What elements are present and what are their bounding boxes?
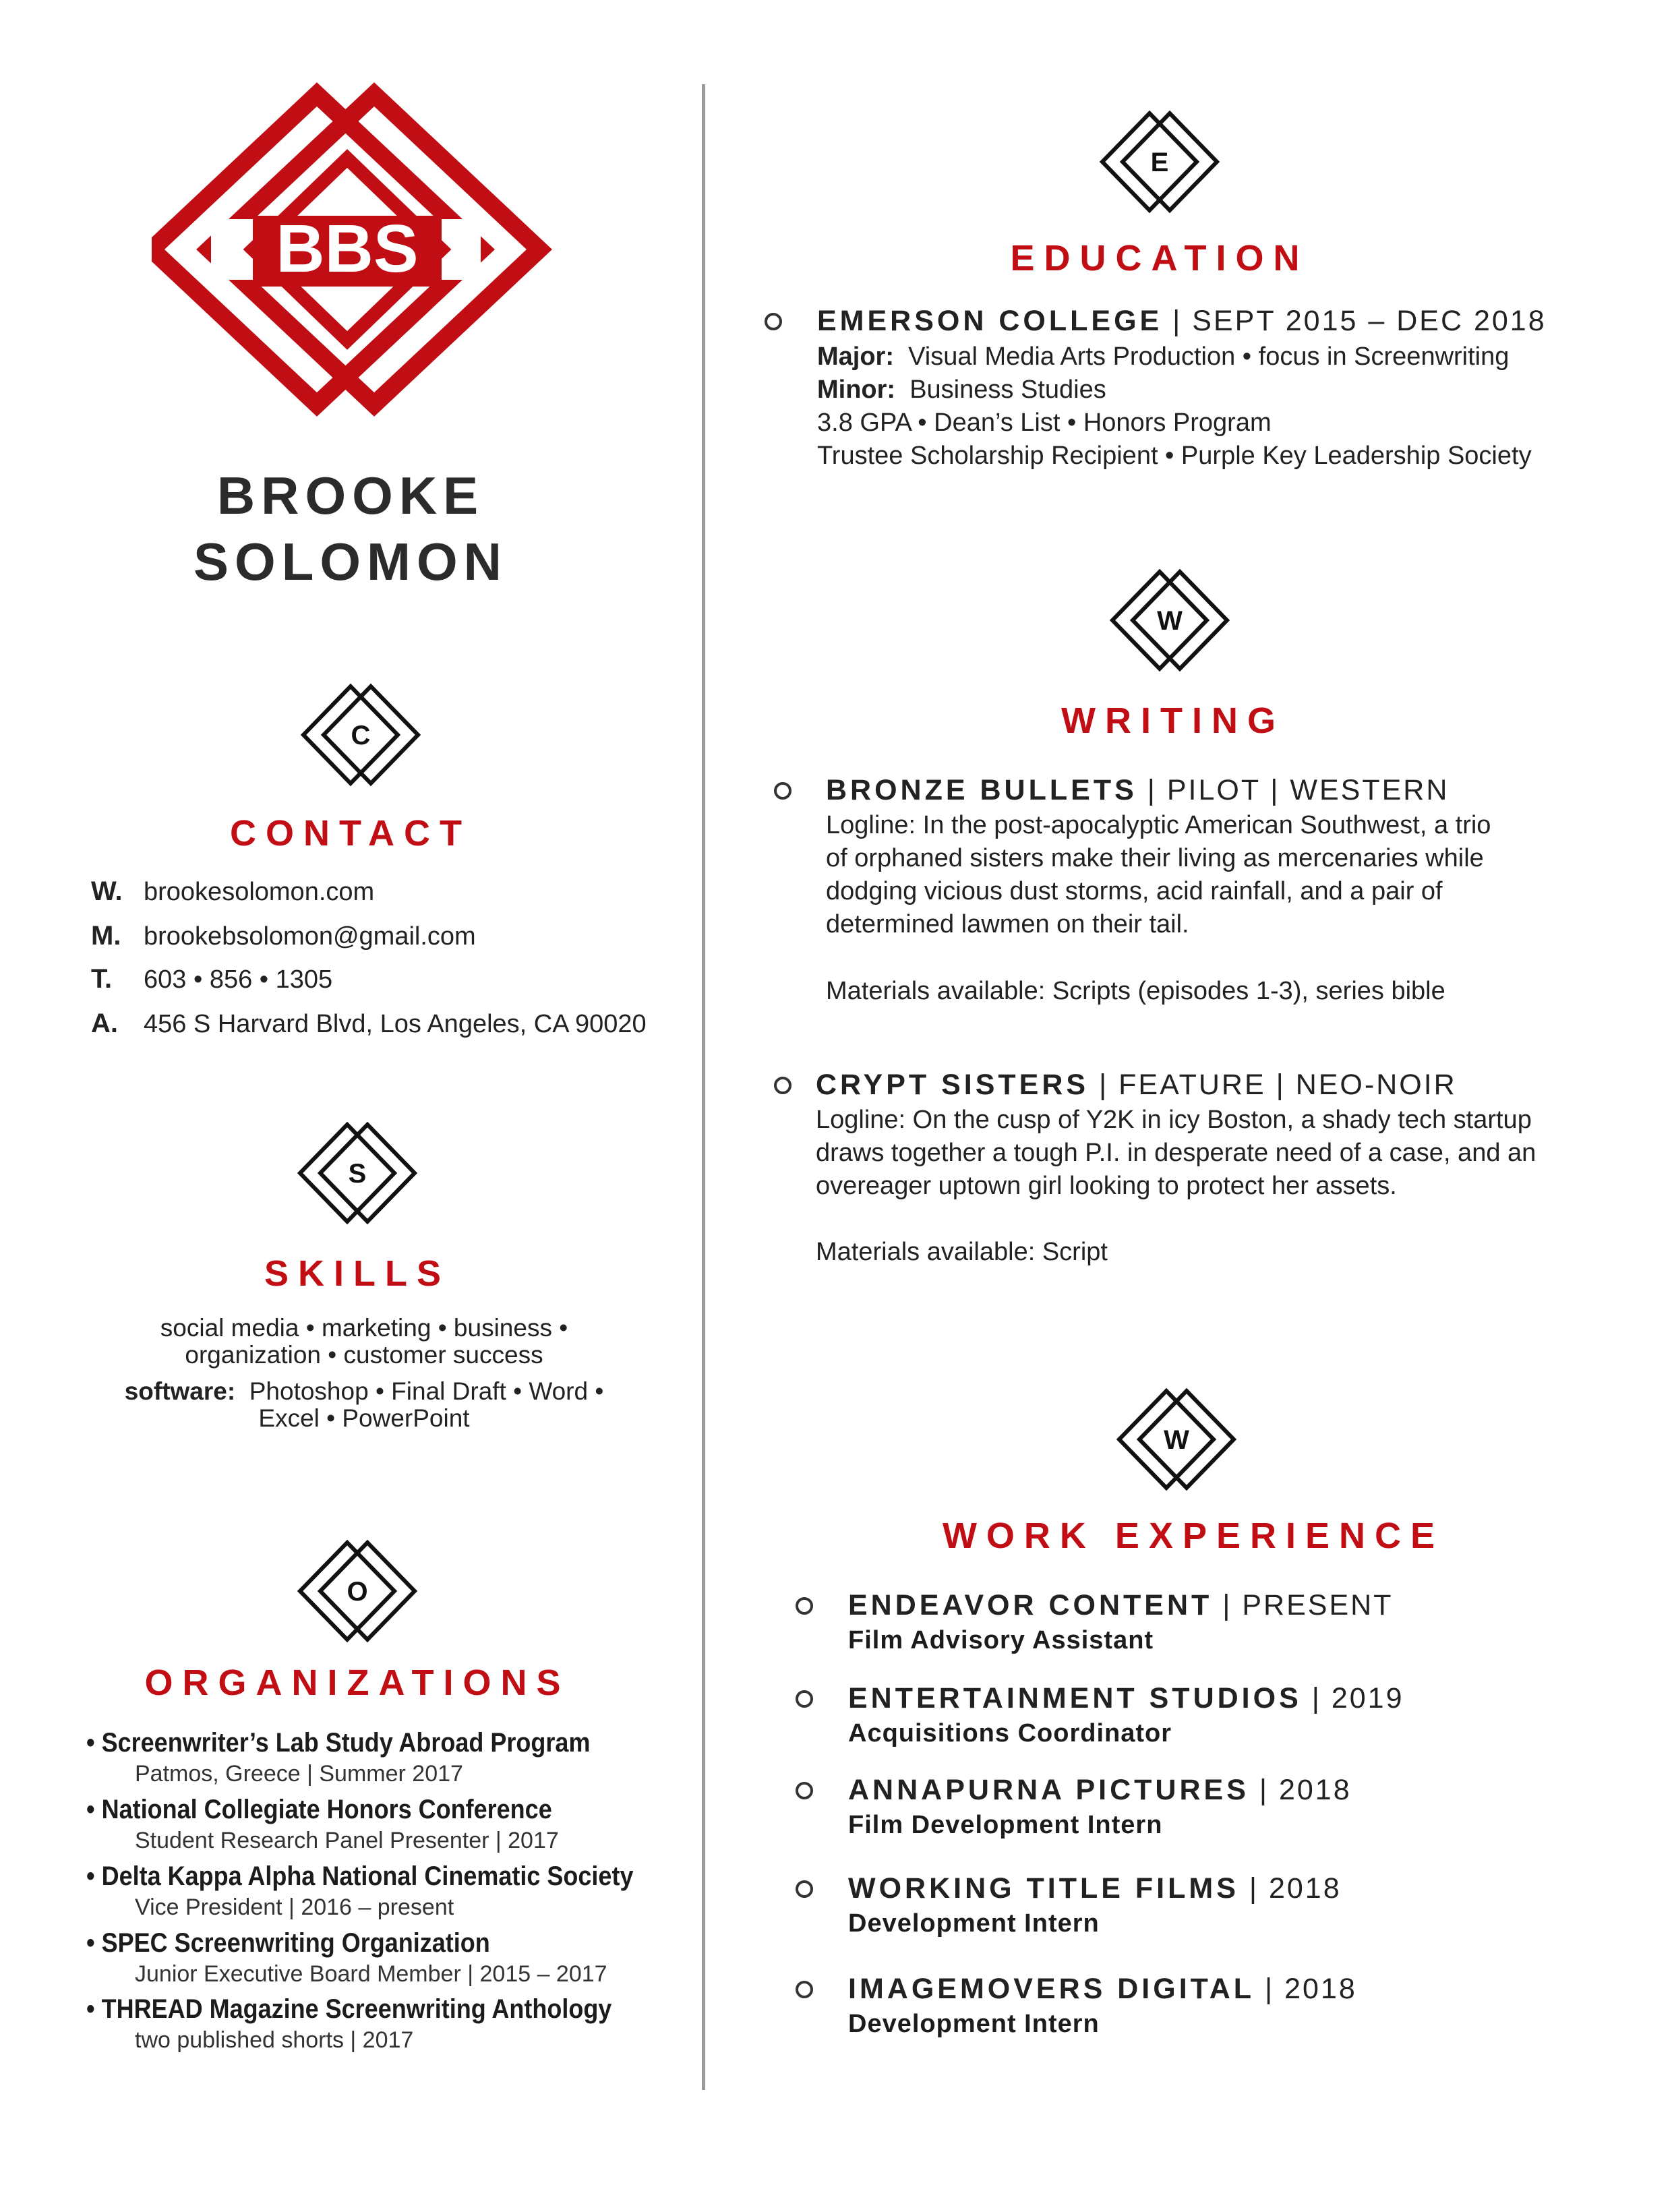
svg-text:O: O — [347, 1577, 368, 1607]
org-item-title: • THREAD Magazine Screenwriting Anthology — [86, 1994, 612, 2024]
svg-text:W: W — [1157, 606, 1183, 636]
svg-text:E: E — [1150, 148, 1169, 177]
bullet-icon — [765, 313, 782, 330]
education-awards: Trustee Scholarship Recipient • Purple Key Leadership Society — [817, 442, 1532, 470]
education-heading: EDUCATION — [1010, 238, 1309, 278]
writing-title: BRONZE BULLETS | PILOT | WESTERN — [826, 774, 1450, 806]
name-last: SOLOMON — [193, 532, 508, 591]
bullet-icon — [774, 1077, 792, 1094]
writing-logline: Logline: On the cusp of Y2K in icy Boston, a shady tech startup — [816, 1106, 1532, 1134]
contact-diamond-icon — [297, 681, 425, 789]
education-minor: Minor: Business Studies — [817, 376, 1106, 404]
work-company: WORKING TITLE FILMS | 2018 — [848, 1872, 1342, 1905]
bullet-icon — [796, 1981, 813, 1998]
writing-logline: overeager uptown girl looking to protect her assets. — [816, 1172, 1397, 1200]
writing-materials: Materials available: Scripts (episodes 1-3), series bible — [826, 977, 1445, 1005]
writing-materials: Materials available: Script — [816, 1238, 1108, 1266]
contact-heading: CONTACT — [230, 813, 471, 854]
education-honors: 3.8 GPA • Dean’s List • Honors Program — [817, 409, 1272, 437]
column-divider — [702, 84, 705, 2090]
work-role: Development Intern — [848, 2010, 1100, 2038]
writing-logline: Logline: In the post-apocalyptic American Southwest, a trio — [826, 811, 1491, 839]
education-major: Major: Visual Media Arts Production • focus in Screenwriting — [817, 342, 1510, 371]
writing-diamond-icon — [1106, 566, 1234, 674]
writing-logline: determined lawmen on their tail. — [826, 910, 1189, 938]
writing-logline: of orphaned sisters make their living as mercenaries while — [826, 844, 1484, 872]
work-company: ENDEAVOR CONTENT | PRESENT — [848, 1589, 1394, 1621]
skills-list: social media • marketing • business • organization • customer success — [160, 1314, 568, 1369]
bullet-icon — [796, 1880, 813, 1898]
logo-initials: BBS — [276, 211, 419, 287]
writing-title: CRYPT SISTERS | FEATURE | NEO-NOIR — [816, 1069, 1457, 1101]
bullet-icon — [796, 1690, 813, 1708]
org-item-detail: two published shorts | 2017 — [135, 2027, 414, 2053]
education-diamond-icon — [1096, 108, 1224, 216]
svg-text:W: W — [1164, 1425, 1189, 1455]
writing-logline: draws together a tough P.I. in desperate need of a case, and an — [816, 1139, 1536, 1167]
software-list: software: Photoshop • Final Draft • Word • Excel • PowerPoint — [124, 1377, 604, 1432]
skills-diamond-icon — [293, 1119, 421, 1227]
work-role: Film Advisory Assistant — [848, 1626, 1154, 1654]
org-item-title: • Delta Kappa Alpha National Cinematic Society — [86, 1861, 634, 1891]
work-role: Development Intern — [848, 1909, 1100, 1938]
contact-website[interactable]: W. brookesolomon.com — [91, 876, 375, 906]
org-item-detail: Student Research Panel Presenter | 2017 — [135, 1828, 559, 1853]
work-role: Film Development Intern — [848, 1811, 1163, 1839]
work-role: Acquisitions Coordinator — [848, 1719, 1172, 1747]
bullet-icon — [796, 1597, 813, 1615]
education-school: EMERSON COLLEGE | SEPT 2015 – DEC 2018 — [817, 305, 1547, 337]
org-item-detail: Junior Executive Board Member | 2015 – 2017 — [135, 1961, 607, 1987]
org-item-detail: Patmos, Greece | Summer 2017 — [135, 1761, 463, 1787]
bbs-logo — [152, 81, 556, 418]
name-first: BROOKE — [216, 466, 485, 525]
svg-text:C: C — [351, 721, 371, 750]
bullet-icon — [774, 782, 792, 800]
org-item-title: • Screenwriter’s Lab Study Abroad Program — [86, 1728, 591, 1758]
org-item-title: • National Collegiate Honors Conference — [86, 1795, 552, 1824]
org-item-detail: Vice President | 2016 – present — [135, 1894, 454, 1920]
contact-address: A. 456 S Harvard Blvd, Los Angeles, CA 90020 — [91, 1009, 647, 1038]
organizations-heading: ORGANIZATIONS — [144, 1663, 570, 1703]
work-company: ANNAPURNA PICTURES | 2018 — [848, 1774, 1352, 1806]
work-diamond-icon — [1112, 1385, 1241, 1493]
skills-heading: SKILLS — [264, 1253, 450, 1294]
svg-text:S: S — [348, 1159, 367, 1189]
work-heading: WORK EXPERIENCE — [942, 1516, 1445, 1556]
work-company: IMAGEMOVERS DIGITAL | 2018 — [848, 1973, 1357, 2005]
org-item-title: • SPEC Screenwriting Organization — [86, 1928, 490, 1958]
organizations-diamond-icon — [293, 1537, 421, 1645]
contact-phone[interactable]: T. 603 • 856 • 1305 — [91, 964, 333, 994]
bullet-icon — [796, 1782, 813, 1799]
contact-email[interactable]: M. brookebsolomon@gmail.com — [91, 921, 476, 951]
work-company: ENTERTAINMENT STUDIOS | 2019 — [848, 1682, 1404, 1714]
writing-heading: WRITING — [1061, 700, 1285, 741]
writing-logline: dodging vicious dust storms, acid rainfall, and a pair of — [826, 877, 1443, 905]
